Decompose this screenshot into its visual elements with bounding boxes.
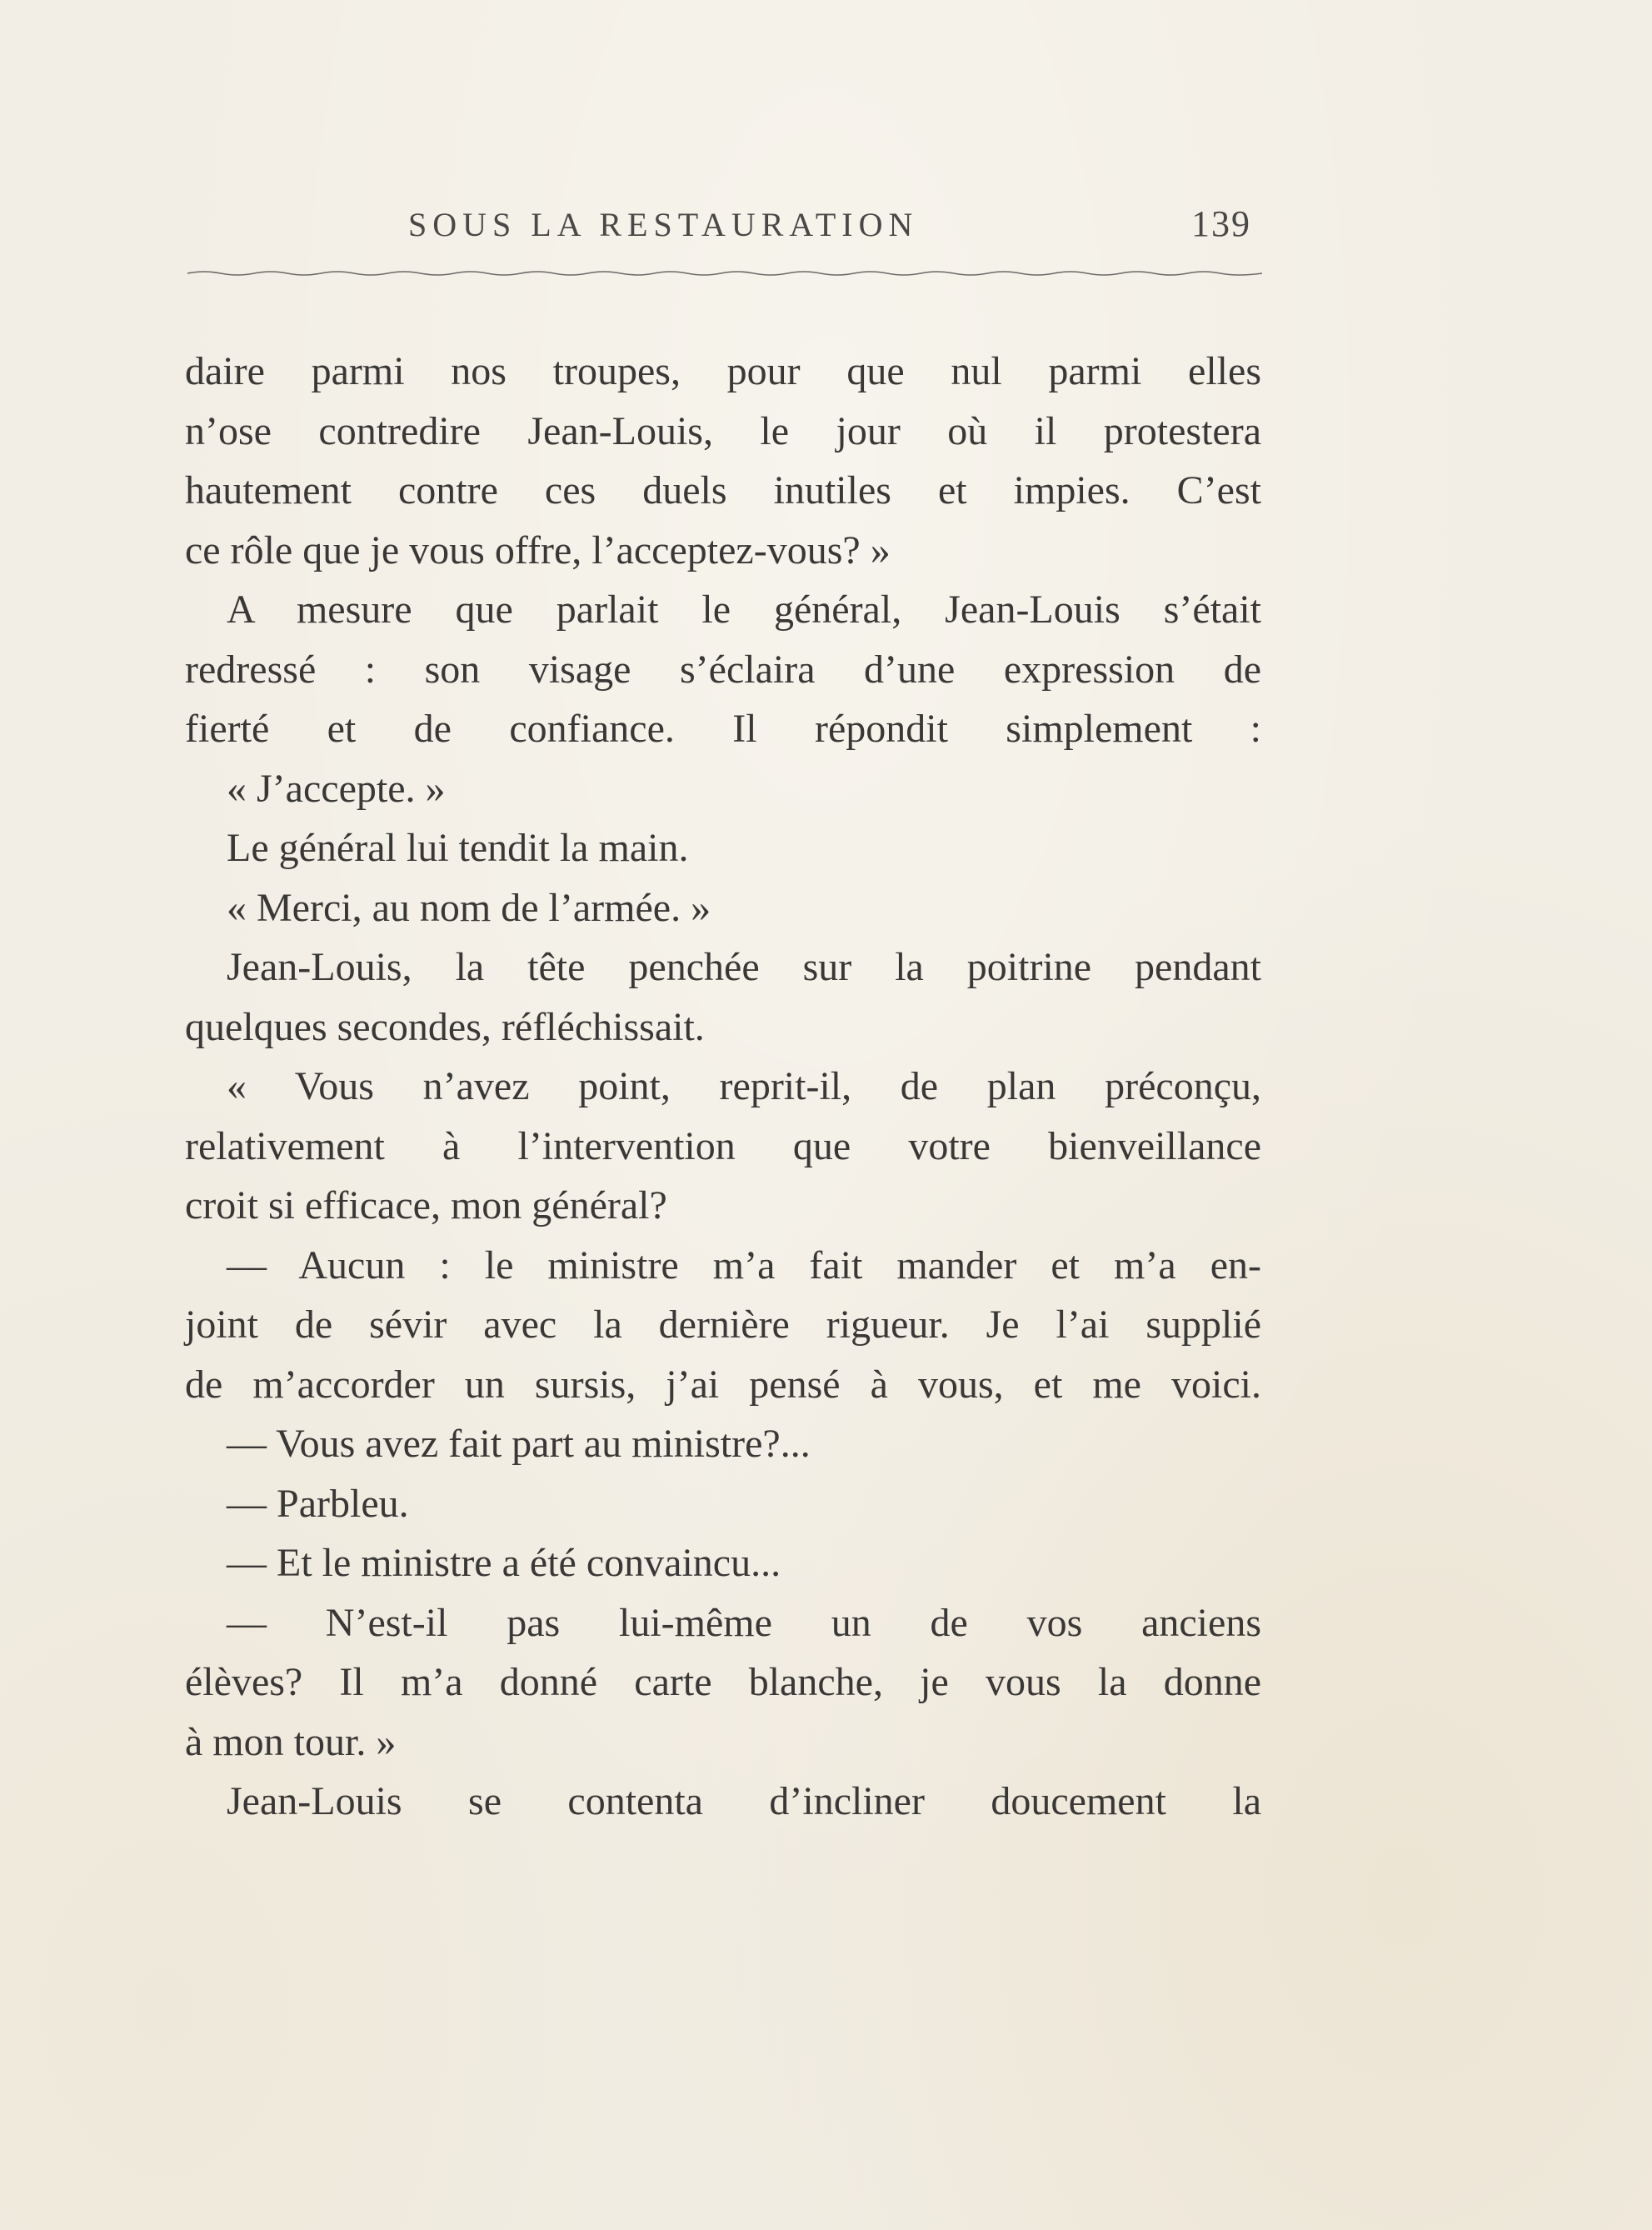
text-line: à mon tour. » bbox=[185, 1719, 397, 1764]
text-line: joint de sévir avec la dernière rigueur. Je l’ai supplié bbox=[185, 1302, 1261, 1347]
body-text bbox=[185, 342, 1261, 1832]
text-line: Jean-Louis, la tête penchée sur la poitrine pendant bbox=[227, 945, 1261, 989]
text-line: hautement contre ces duels inutiles et impies. C’est bbox=[185, 468, 1261, 512]
text-line: relativement à l’intervention que votre bienveillance bbox=[185, 1123, 1261, 1168]
text-line: de m’accorder un sursis, j’ai pensé à vous, et me voici. bbox=[185, 1362, 1261, 1407]
text-line: croit si efficace, mon général? bbox=[185, 1183, 667, 1228]
text-line: ce rôle que je vous offre, l’acceptez-vous? » bbox=[185, 528, 891, 572]
text-line: « Vous n’avez point, reprit-il, de plan préconçu, bbox=[227, 1064, 1261, 1108]
text-line: n’ose contredire Jean-Louis, le jour où il protestera bbox=[185, 408, 1261, 453]
text-line: redressé : son visage s’éclaira d’une expression de bbox=[185, 647, 1261, 692]
text-line: Jean-Louis se contenta d’incliner doucement la bbox=[227, 1779, 1261, 1823]
text-line: fierté et de confiance. Il répondit simplement : bbox=[185, 707, 1261, 751]
text-line: quelques secondes, réfléchissait. bbox=[185, 1004, 705, 1049]
text-line: Le général lui tendit la main. bbox=[227, 826, 689, 870]
page-number: 139 bbox=[1191, 203, 1251, 244]
running-head: SOUS LA RESTAURATION bbox=[408, 206, 919, 243]
text-line: « Merci, au nom de l’armée. » bbox=[227, 885, 711, 930]
text-line: — N’est-il pas lui-même un de vos anciens bbox=[227, 1600, 1261, 1645]
text-line: A mesure que parlait le général, Jean-Louis s’était bbox=[227, 588, 1261, 632]
text-line: — Aucun : le ministre m’a fait mander et m’a en- bbox=[227, 1242, 1261, 1288]
text-line: — Et le ministre a été convaincu... bbox=[227, 1541, 781, 1585]
text-line: élèves? Il m’a donné carte blanche, je vous la donne bbox=[185, 1660, 1261, 1704]
text-line: — Parbleu. bbox=[227, 1481, 409, 1526]
text-line: daire parmi nos troupes, pour que nul parmi elles bbox=[185, 349, 1261, 393]
text-line: — Vous avez fait part au ministre?... bbox=[227, 1422, 811, 1466]
text-line: « J’accepte. » bbox=[227, 766, 446, 811]
header-rule bbox=[187, 268, 1262, 278]
